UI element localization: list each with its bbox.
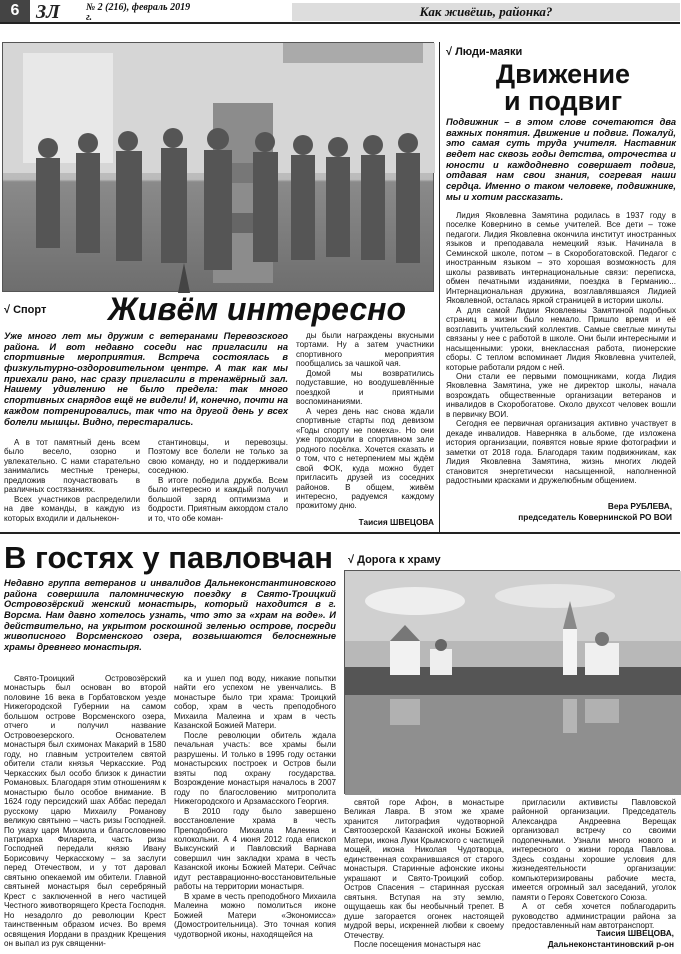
paragraph: В 2010 году было завершено восстановление храма в честь Преподобного Михаила Малеина и колокольни. А 4 июня 2012 года епископ Выксунский и Павловский Варнава совершил чин закладки храма в честь Казанской иконы Божией Матери. Сейчас идут реставрационно-восстановительные работы на территории монастыря.	[174, 806, 336, 892]
beacon-title-line-2: и подвиг	[503, 86, 623, 116]
horizontal-divider	[0, 532, 680, 534]
paragraph: Сегодня ее первичная организация активно участвует в декаде инвалидов. Наверняка в альбоме, где изложена история организации, появятся новые яркие фотографии и заметки от 2018 года. Благодаря таким подвижникам, как Лидия Яковлевна Замятина, жизнь многих людей становится энергетически насыщенной, наполненной радостными красками и дружелюбным общением.	[446, 419, 676, 486]
paragraph: ды были награждены вкусными тортами. Ну а затем участники спортивного мероприятия пообщались за чашкой чая.	[296, 331, 434, 369]
beacon-body	[446, 211, 676, 501]
monastery-photo	[344, 570, 680, 794]
vertical-divider	[439, 42, 440, 532]
page-header	[0, 0, 680, 24]
sport-column-2	[148, 438, 288, 530]
paragraph: Лидия Яковлевна Замятина родилась в 1937 году в поселке Ковернино в семье учителей. Все дети – тоже педагоги. Лидия Яковлевна окончила институт иностранных языков и преподавала немецкий язык. Начинала в Семинской школе, потом – в Скоробогатовской. Педагог с иностранным языком – это хорошая возможность для школы развивать интернациональные связи: переписка, обмен печатными изданиями, поездка в Германию... Интернациональная дружина, возглавлявшаяся Лидией Яковлевной, осталась яркой страницей в истории школы.	[446, 211, 676, 306]
paragraph: А в тот памятный день всем было весело, озорно и увлекательно. С нами старательно занимались местные тренеры, предложив поучаствовать в различных состязаниях.	[4, 438, 140, 495]
section-rubric: Как живёшь, районка?	[292, 3, 680, 21]
page-number: 6	[0, 0, 30, 22]
beacon-rubric: √ Люди-маяки	[446, 46, 523, 58]
paragraph: святой горе Афон, в монастыре Великая Лавра. В этом же храме хранится литография чудотворной Святоозерской Казанской иконы Божией Матери, икона Луки Крымского с частицей мощей, икона Николая Чудотворца, единственная сохранившаяся от старого монастыря. Старинные афонские иконы украшают и Свято-Троицкий собор. Остров Спасения – старинная русская святыня. Вступая на эту землю, ощущаешь как бы необычный трепет. В душе загорается огонек настоящей мудрой веры, искренней любви к своему Отечеству.	[344, 798, 504, 940]
newspaper-logo: ЗЛ	[36, 1, 60, 23]
paragraph: В итоге победила дружба. Всем было интересно и каждый получил большой заряд оптимизма и бодрости. Приятным аккордом стало и то, что обе коман-	[148, 475, 288, 523]
gym-group-illustration	[3, 43, 435, 293]
beacon-signature-role: председатель Ковернинской РО ВОИ	[518, 512, 672, 522]
guests-column-4	[512, 798, 676, 931]
guests-lead: Недавно группа ветеранов и инвалидов Дальнеконстантиновского района совершила паломническую поездку в Свято-Троицкий Островозёрский женский монастырь, который находится в г. Ворсма. Нам давно хотелось узнать, что это за «храм на воде». И действительно, на укрытом роскошной зеленью острове, посреди живописного Ворсменского озера, возвышаются белоснежные храмы древнего монастыря.	[4, 578, 336, 653]
paragraph: Свято-Троицкий Островозёрский монастырь был основан во второй половине 16 века в Горбатовском уезде Нижегородской Губернии на самом большом острове Ворсменского озера, отчего и получил название Островоезерского. Основателем монастыря был схимонах Макарий в 1580 году, но главным устроителем святой обители стали князья Черкасские. Род Черкасских был особо близок к династии Романовых. Благодаря этим отношениям к монастырю было особое внимание. В 1624 году персидский шах Аббас передал русскому царю Михаилу Романову великую святыню – часть ризы Господней. По указу царя Михаила и благословению патриарха Филарета, часть ризы Господней передали князю Ивану Борисовичу Черкасскому – за заслуги перед Отечеством, и у тот даровал святыню опекаемой им обители. Главной святыней монастыря был серебряный Крест с заключенной в него частицей Честного животворящего Креста Господня. Но незадолго до революции Крест таинственным образом исчез. Во время освящения Иордани в праздник Крещения он выпал из рук священни-	[4, 674, 166, 949]
paragraph: В храме в честь преподобного Михаила Малеина можно помолиться иконе Божией Матери «Экономисса» (Домостроительница). Это точная копия чудотворной иконы, находящейся на	[174, 891, 336, 939]
issue-info: № 2 (216), февраль 2019 г.	[86, 2, 191, 23]
sport-lead: Уже много лет мы дружим с ветеранами Перевозского района. И вот недавно соседи нас пригласили на спортивные мероприятия. Встреча состоялась в физкультурно-оздоровительном центре. А так как мы приехали рано, нас сразу пригласили в тренажёрный зал. Нашему удивлению не было предела: так много спортивных снарядов ещё не видели! И, конечно, почти на каждом потренировались, так что на другой день у всех болели мышцы. Видно, перестарались.	[4, 331, 288, 427]
guests-article-title: В гостях у павловчан	[4, 540, 333, 575]
guests-column-2	[174, 674, 336, 954]
paragraph: стантиновцы, и перевозцы. Поэтому все болели не только за свою команду, но и поддерживали соседнюю.	[148, 438, 288, 476]
sport-rubric: √ Спорт	[4, 304, 47, 316]
sport-column-3	[296, 331, 434, 525]
paragraph: После посещения монастыря нас	[354, 940, 481, 950]
monastery-lake-illustration	[345, 571, 681, 795]
paragraph: После революции обитель ждала печальная участь: все храмы были разрушены. И только в 1995 году останки монастырских построек и Остров были взяты под охрану государства. Возрождение монастыря началось в 2007 году по благословению митрополита Нижегородского и Арзамасского Георгия.	[174, 730, 336, 807]
paragraph: А через день нас снова ждали спортивные старты под девизом «Годы спорту не помеха». Но они уже проходили в спортивном зале родного посёлка. Хочется сказать и о том, что с нетерпением мы ждём свой ФОК, куда можно будет пригласить друзей из соседних районов. В общем, живём интересно, радуемся каждому прожитому дню.	[296, 406, 434, 511]
paragraph: А от себя хочется поблагодарить руководство администрации района за предоставленный нам автотранспорт.	[512, 902, 676, 931]
guests-column-3	[344, 798, 504, 954]
paragraph: ка и ушел под воду, никакие попытки найти его успехом не увенчались. В монастыре было три храма: Троицкий собор, храм в честь преподобного Михаила Малеина и храм в честь Казанской Божией Матери.	[174, 674, 336, 731]
paragraph: Домой мы возвратились подуставшие, но воодушевлённые поездкой и приятными воспоминаниями.	[296, 368, 434, 407]
sport-signature: Таисия ШВЕЦОВА	[358, 517, 434, 527]
guests-signature-role: Дальнеконстантиновский р-он	[547, 939, 674, 949]
sport-column-1	[4, 438, 140, 530]
veterans-gym-photo	[2, 42, 434, 292]
paragraph: Всех участников распределили на две команды, в каждую из которых входили и дальнекон-	[4, 494, 140, 523]
sport-article-title: Живём интересно	[108, 291, 407, 327]
beacon-signature-name: Вера РУБЛЕВА,	[607, 501, 672, 511]
paragraph: пригласили активисты Павловской районной организации. Председатель Александра Андреевна Верещак организовал встречу со своими подопечными. Узнали много нового и интересного о жизни города Павлова. Здесь созданы хорошие условия для жизнедеятельности организации: компьютеризированы рабочие места, имеется огромный зал заседаний, уголок памяти о Героях Советского Союза.	[512, 798, 676, 902]
paragraph: А для самой Лидии Яковлевны Замятиной подобных страниц в жизни было немало. Пришло время и её возглавить учительский коллектив. Самые светлые минуты связаны у нее с работой в школе. Они были интересными и насыщенными: уроки, внеклассная работа, пионерские сборы. С теплом вспоминает Лидия Яковлевна учителей, которые работали рядом с ней.	[446, 305, 676, 372]
beacon-title-line-1: Движение	[495, 59, 631, 89]
beacon-lead: Подвижник – в этом слове сочетаются два важных понятия. Движение и подвиг. Пожалуй, это самая суть труда учителя. Наставник ведет нас сквозь годы детства, отрочества и юности и каждодневно совершает подвиг, отдавая нам свои знания, согревая наши сердца. Именно о таком человеке, подвижнике, мы и хотим рассказать.	[446, 117, 676, 202]
guests-signature-name: Таисия ШВЕЦОВА,	[596, 928, 674, 938]
guests-column-1	[4, 674, 166, 954]
paragraph: Они стали ее первыми помощниками, когда Лидия Яковлевна Замятина, уже не директор школы, начала возрождать общественные организации ветеранов и инвалидов в Скоробогатове. Около двухсот человек вошли в первичку ВОИ.	[446, 371, 676, 419]
temple-rubric: √ Дорога к храму	[348, 554, 441, 566]
